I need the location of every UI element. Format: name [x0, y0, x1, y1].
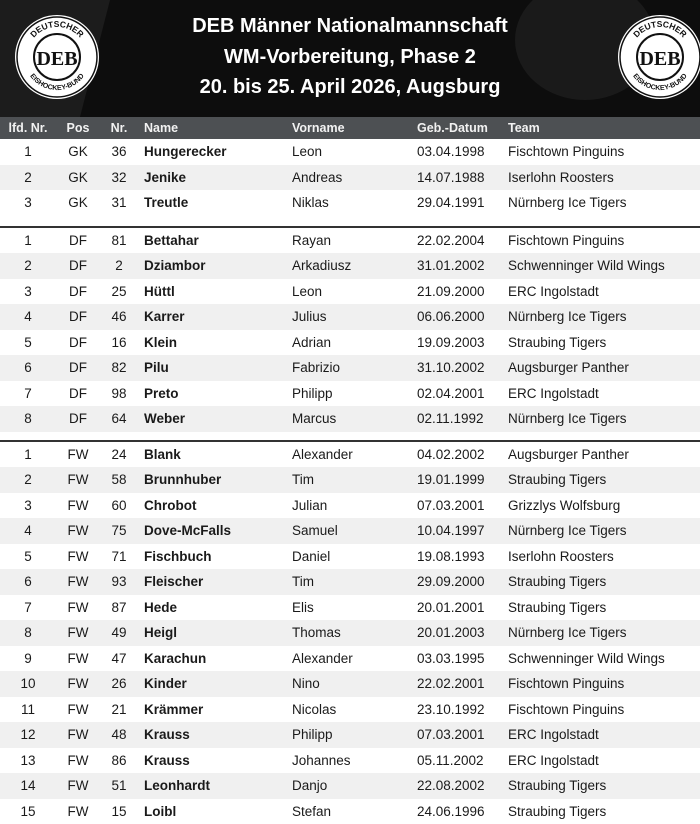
cell-pos: DF: [56, 258, 100, 273]
table-row: [0, 671, 700, 697]
col-nr: Nr.: [104, 121, 134, 135]
cell-nr: 47: [104, 651, 134, 666]
cell-team: Nürnberg Ice Tigers: [508, 411, 627, 426]
cell-vorname: Fabrizio: [292, 360, 340, 375]
cell-geb: 03.04.1998: [417, 144, 485, 159]
table-row: [0, 518, 700, 544]
cell-lfd: 11: [0, 702, 56, 717]
cell-geb: 22.02.2004: [417, 233, 485, 248]
cell-vorname: Nicolas: [292, 702, 336, 717]
table-row: [0, 595, 700, 621]
cell-name: Bettahar: [144, 233, 199, 248]
cell-lfd: 12: [0, 727, 56, 742]
header-date-location: 20. bis 25. April 2026, Augsburg: [0, 76, 700, 99]
cell-lfd: 5: [0, 549, 56, 564]
cell-pos: FW: [56, 625, 100, 640]
cell-geb: 20.01.2003: [417, 625, 485, 640]
cell-nr: 58: [104, 472, 134, 487]
cell-team: Schwenninger Wild Wings: [508, 258, 665, 273]
cell-nr: 36: [104, 144, 134, 159]
cell-pos: FW: [56, 523, 100, 538]
svg-text:DEUTSCHER: DEUTSCHER: [28, 19, 86, 39]
table-row: [0, 467, 700, 493]
table-row: [0, 748, 700, 774]
cell-vorname: Thomas: [292, 625, 341, 640]
cell-lfd: 10: [0, 676, 56, 691]
cell-lfd: 1: [0, 233, 56, 248]
cell-lfd: 1: [0, 144, 56, 159]
cell-pos: FW: [56, 676, 100, 691]
cell-name: Pilu: [144, 360, 169, 375]
cell-pos: GK: [56, 170, 100, 185]
table-row: [0, 773, 700, 799]
cell-lfd: 3: [0, 284, 56, 299]
cell-lfd: 4: [0, 523, 56, 538]
cell-name: Jenike: [144, 170, 186, 185]
cell-team: ERC Ingolstadt: [508, 727, 599, 742]
cell-nr: 31: [104, 195, 134, 210]
header-title: DEB Männer Nationalmannschaft: [0, 15, 700, 38]
cell-vorname: Leon: [292, 284, 322, 299]
cell-name: Hungerecker: [144, 144, 227, 159]
cell-team: Straubing Tigers: [508, 472, 606, 487]
cell-team: Augsburger Panther: [508, 447, 629, 462]
cell-team: ERC Ingolstadt: [508, 386, 599, 401]
cell-lfd: 13: [0, 753, 56, 768]
cell-pos: DF: [56, 284, 100, 299]
cell-lfd: 8: [0, 411, 56, 426]
table-row: [0, 228, 700, 254]
cell-pos: DF: [56, 411, 100, 426]
table-row: [0, 406, 700, 432]
cell-name: Dove-McFalls: [144, 523, 231, 538]
cell-nr: 46: [104, 309, 134, 324]
cell-team: Nürnberg Ice Tigers: [508, 625, 627, 640]
table-row: [0, 646, 700, 672]
cell-nr: 25: [104, 284, 134, 299]
table-row: [0, 381, 700, 407]
cell-lfd: 2: [0, 258, 56, 273]
cell-vorname: Nino: [292, 676, 320, 691]
col-pos: Pos: [56, 121, 100, 135]
cell-lfd: 6: [0, 360, 56, 375]
section-divider: [0, 216, 700, 228]
cell-vorname: Johannes: [292, 753, 351, 768]
cell-team: Iserlohn Roosters: [508, 170, 614, 185]
cell-name: Weber: [144, 411, 185, 426]
cell-vorname: Danjo: [292, 778, 327, 793]
table-row: [0, 190, 700, 216]
cell-team: Fischtown Pinguins: [508, 233, 624, 248]
cell-name: Fleischer: [144, 574, 203, 589]
table-row: [0, 442, 700, 468]
cell-nr: 51: [104, 778, 134, 793]
cell-geb: 14.07.1988: [417, 170, 485, 185]
cell-nr: 64: [104, 411, 134, 426]
cell-vorname: Tim: [292, 574, 314, 589]
cell-vorname: Niklas: [292, 195, 329, 210]
cell-lfd: 1: [0, 447, 56, 462]
section-divider: [0, 432, 700, 442]
cell-nr: 98: [104, 386, 134, 401]
cell-vorname: Philipp: [292, 386, 333, 401]
cell-geb: 02.04.2001: [417, 386, 485, 401]
cell-pos: FW: [56, 651, 100, 666]
cell-geb: 31.01.2002: [417, 258, 485, 273]
cell-team: Straubing Tigers: [508, 335, 606, 350]
svg-text:DEUTSCHER: DEUTSCHER: [631, 19, 689, 39]
cell-pos: FW: [56, 702, 100, 717]
svg-text:EISHOCKEY-BUND: EISHOCKEY-BUND: [631, 73, 688, 92]
table-row: [0, 279, 700, 305]
cell-vorname: Samuel: [292, 523, 338, 538]
table-row: [0, 799, 700, 824]
cell-nr: 24: [104, 447, 134, 462]
cell-geb: 07.03.2001: [417, 498, 485, 513]
cell-name: Krauss: [144, 753, 190, 768]
cell-pos: FW: [56, 574, 100, 589]
cell-team: Straubing Tigers: [508, 778, 606, 793]
cell-geb: 22.02.2001: [417, 676, 485, 691]
cell-pos: GK: [56, 195, 100, 210]
cell-geb: 19.08.1993: [417, 549, 485, 564]
cell-name: Treutle: [144, 195, 188, 210]
cell-nr: 82: [104, 360, 134, 375]
cell-pos: DF: [56, 309, 100, 324]
cell-name: Fischbuch: [144, 549, 212, 564]
cell-geb: 10.04.1997: [417, 523, 485, 538]
cell-nr: 32: [104, 170, 134, 185]
goalies-section: [0, 139, 700, 216]
cell-lfd: 9: [0, 651, 56, 666]
cell-geb: 31.10.2002: [417, 360, 485, 375]
cell-geb: 29.09.2000: [417, 574, 485, 589]
cell-name: Kinder: [144, 676, 187, 691]
cell-vorname: Julius: [292, 309, 327, 324]
cell-geb: 03.03.1995: [417, 651, 485, 666]
table-row: [0, 493, 700, 519]
cell-pos: FW: [56, 498, 100, 513]
cell-vorname: Marcus: [292, 411, 336, 426]
cell-team: Iserlohn Roosters: [508, 549, 614, 564]
col-vorname: Vorname: [292, 121, 345, 135]
svg-text:DEB: DEB: [639, 48, 680, 70]
cell-vorname: Arkadiusz: [292, 258, 351, 273]
cell-geb: 07.03.2001: [417, 727, 485, 742]
cell-team: ERC Ingolstadt: [508, 753, 599, 768]
cell-vorname: Philipp: [292, 727, 333, 742]
table-row: [0, 544, 700, 570]
cell-name: Krauss: [144, 727, 190, 742]
cell-lfd: 2: [0, 170, 56, 185]
cell-lfd: 3: [0, 195, 56, 210]
cell-team: Straubing Tigers: [508, 600, 606, 615]
cell-nr: 49: [104, 625, 134, 640]
col-team: Team: [508, 121, 540, 135]
cell-name: Loibl: [144, 804, 176, 819]
cell-vorname: Alexander: [292, 447, 353, 462]
cell-pos: GK: [56, 144, 100, 159]
cell-name: Brunnhuber: [144, 472, 221, 487]
page-header: [0, 0, 700, 117]
col-name: Name: [144, 121, 178, 135]
cell-nr: 87: [104, 600, 134, 615]
cell-team: Straubing Tigers: [508, 804, 606, 819]
cell-geb: 20.01.2001: [417, 600, 485, 615]
cell-pos: FW: [56, 804, 100, 819]
cell-geb: 29.04.1991: [417, 195, 485, 210]
cell-team: Grizzlys Wolfsburg: [508, 498, 620, 513]
cell-pos: FW: [56, 447, 100, 462]
cell-pos: FW: [56, 753, 100, 768]
cell-nr: 26: [104, 676, 134, 691]
cell-pos: DF: [56, 386, 100, 401]
cell-geb: 06.06.2000: [417, 309, 485, 324]
cell-name: Karachun: [144, 651, 206, 666]
table-row: [0, 304, 700, 330]
cell-vorname: Leon: [292, 144, 322, 159]
cell-nr: 71: [104, 549, 134, 564]
table-row: [0, 697, 700, 723]
col-lfd-nr: lfd. Nr.: [0, 121, 56, 135]
cell-vorname: Alexander: [292, 651, 353, 666]
cell-pos: FW: [56, 549, 100, 564]
cell-nr: 93: [104, 574, 134, 589]
cell-team: Fischtown Pinguins: [508, 144, 624, 159]
cell-geb: 05.11.2002: [417, 753, 484, 768]
cell-team: Nürnberg Ice Tigers: [508, 309, 627, 324]
cell-lfd: 14: [0, 778, 56, 793]
cell-team: Augsburger Panther: [508, 360, 629, 375]
cell-geb: 02.11.1992: [417, 411, 484, 426]
cell-pos: FW: [56, 600, 100, 615]
table-row: [0, 165, 700, 191]
svg-text:DEB: DEB: [36, 48, 77, 70]
cell-name: Hüttl: [144, 284, 175, 299]
cell-name: Blank: [144, 447, 181, 462]
table-row: [0, 620, 700, 646]
cell-geb: 24.06.1996: [417, 804, 485, 819]
table-row: [0, 569, 700, 595]
cell-geb: 04.02.2002: [417, 447, 485, 462]
table-row: [0, 355, 700, 381]
cell-vorname: Andreas: [292, 170, 342, 185]
cell-nr: 60: [104, 498, 134, 513]
cell-geb: 22.08.2002: [417, 778, 485, 793]
cell-geb: 23.10.1992: [417, 702, 485, 717]
cell-name: Dziambor: [144, 258, 206, 273]
table-row: [0, 253, 700, 279]
cell-pos: DF: [56, 233, 100, 248]
cell-vorname: Daniel: [292, 549, 330, 564]
forwards-section: [0, 442, 700, 824]
cell-vorname: Tim: [292, 472, 314, 487]
table-row: [0, 330, 700, 356]
cell-lfd: 15: [0, 804, 56, 819]
cell-nr: 48: [104, 727, 134, 742]
cell-vorname: Stefan: [292, 804, 331, 819]
cell-lfd: 4: [0, 309, 56, 324]
cell-team: ERC Ingolstadt: [508, 284, 599, 299]
cell-pos: DF: [56, 360, 100, 375]
cell-team: Straubing Tigers: [508, 574, 606, 589]
cell-nr: 75: [104, 523, 134, 538]
cell-lfd: 7: [0, 386, 56, 401]
cell-vorname: Elis: [292, 600, 314, 615]
cell-name: Karrer: [144, 309, 185, 324]
cell-lfd: 6: [0, 574, 56, 589]
cell-geb: 19.01.1999: [417, 472, 485, 487]
cell-name: Leonhardt: [144, 778, 210, 793]
cell-nr: 81: [104, 233, 134, 248]
cell-lfd: 7: [0, 600, 56, 615]
cell-lfd: 2: [0, 472, 56, 487]
cell-team: Fischtown Pinguins: [508, 702, 624, 717]
cell-nr: 15: [104, 804, 134, 819]
cell-nr: 16: [104, 335, 134, 350]
cell-team: Nürnberg Ice Tigers: [508, 523, 627, 538]
cell-pos: FW: [56, 778, 100, 793]
cell-geb: 19.09.2003: [417, 335, 485, 350]
table-header: [0, 117, 700, 139]
cell-pos: FW: [56, 472, 100, 487]
col-geb-datum: Geb.-Datum: [417, 121, 488, 135]
cell-name: Chrobot: [144, 498, 196, 513]
cell-nr: 2: [104, 258, 134, 273]
cell-vorname: Julian: [292, 498, 327, 513]
cell-name: Heigl: [144, 625, 177, 640]
table-row: [0, 139, 700, 165]
defense-section: [0, 228, 700, 432]
cell-geb: 21.09.2000: [417, 284, 485, 299]
cell-nr: 21: [104, 702, 134, 717]
cell-pos: FW: [56, 727, 100, 742]
svg-text:EISHOCKEY-BUND: EISHOCKEY-BUND: [28, 73, 85, 92]
cell-pos: DF: [56, 335, 100, 350]
table-row: [0, 722, 700, 748]
cell-name: Klein: [144, 335, 177, 350]
cell-name: Hede: [144, 600, 177, 615]
cell-name: Preto: [144, 386, 179, 401]
cell-team: Fischtown Pinguins: [508, 676, 624, 691]
cell-vorname: Rayan: [292, 233, 331, 248]
header-subtitle: WM-Vorbereitung, Phase 2: [0, 46, 700, 69]
cell-lfd: 8: [0, 625, 56, 640]
cell-nr: 86: [104, 753, 134, 768]
cell-lfd: 5: [0, 335, 56, 350]
cell-name: Krämmer: [144, 702, 203, 717]
cell-lfd: 3: [0, 498, 56, 513]
cell-team: Nürnberg Ice Tigers: [508, 195, 627, 210]
cell-vorname: Adrian: [292, 335, 331, 350]
cell-team: Schwenninger Wild Wings: [508, 651, 665, 666]
